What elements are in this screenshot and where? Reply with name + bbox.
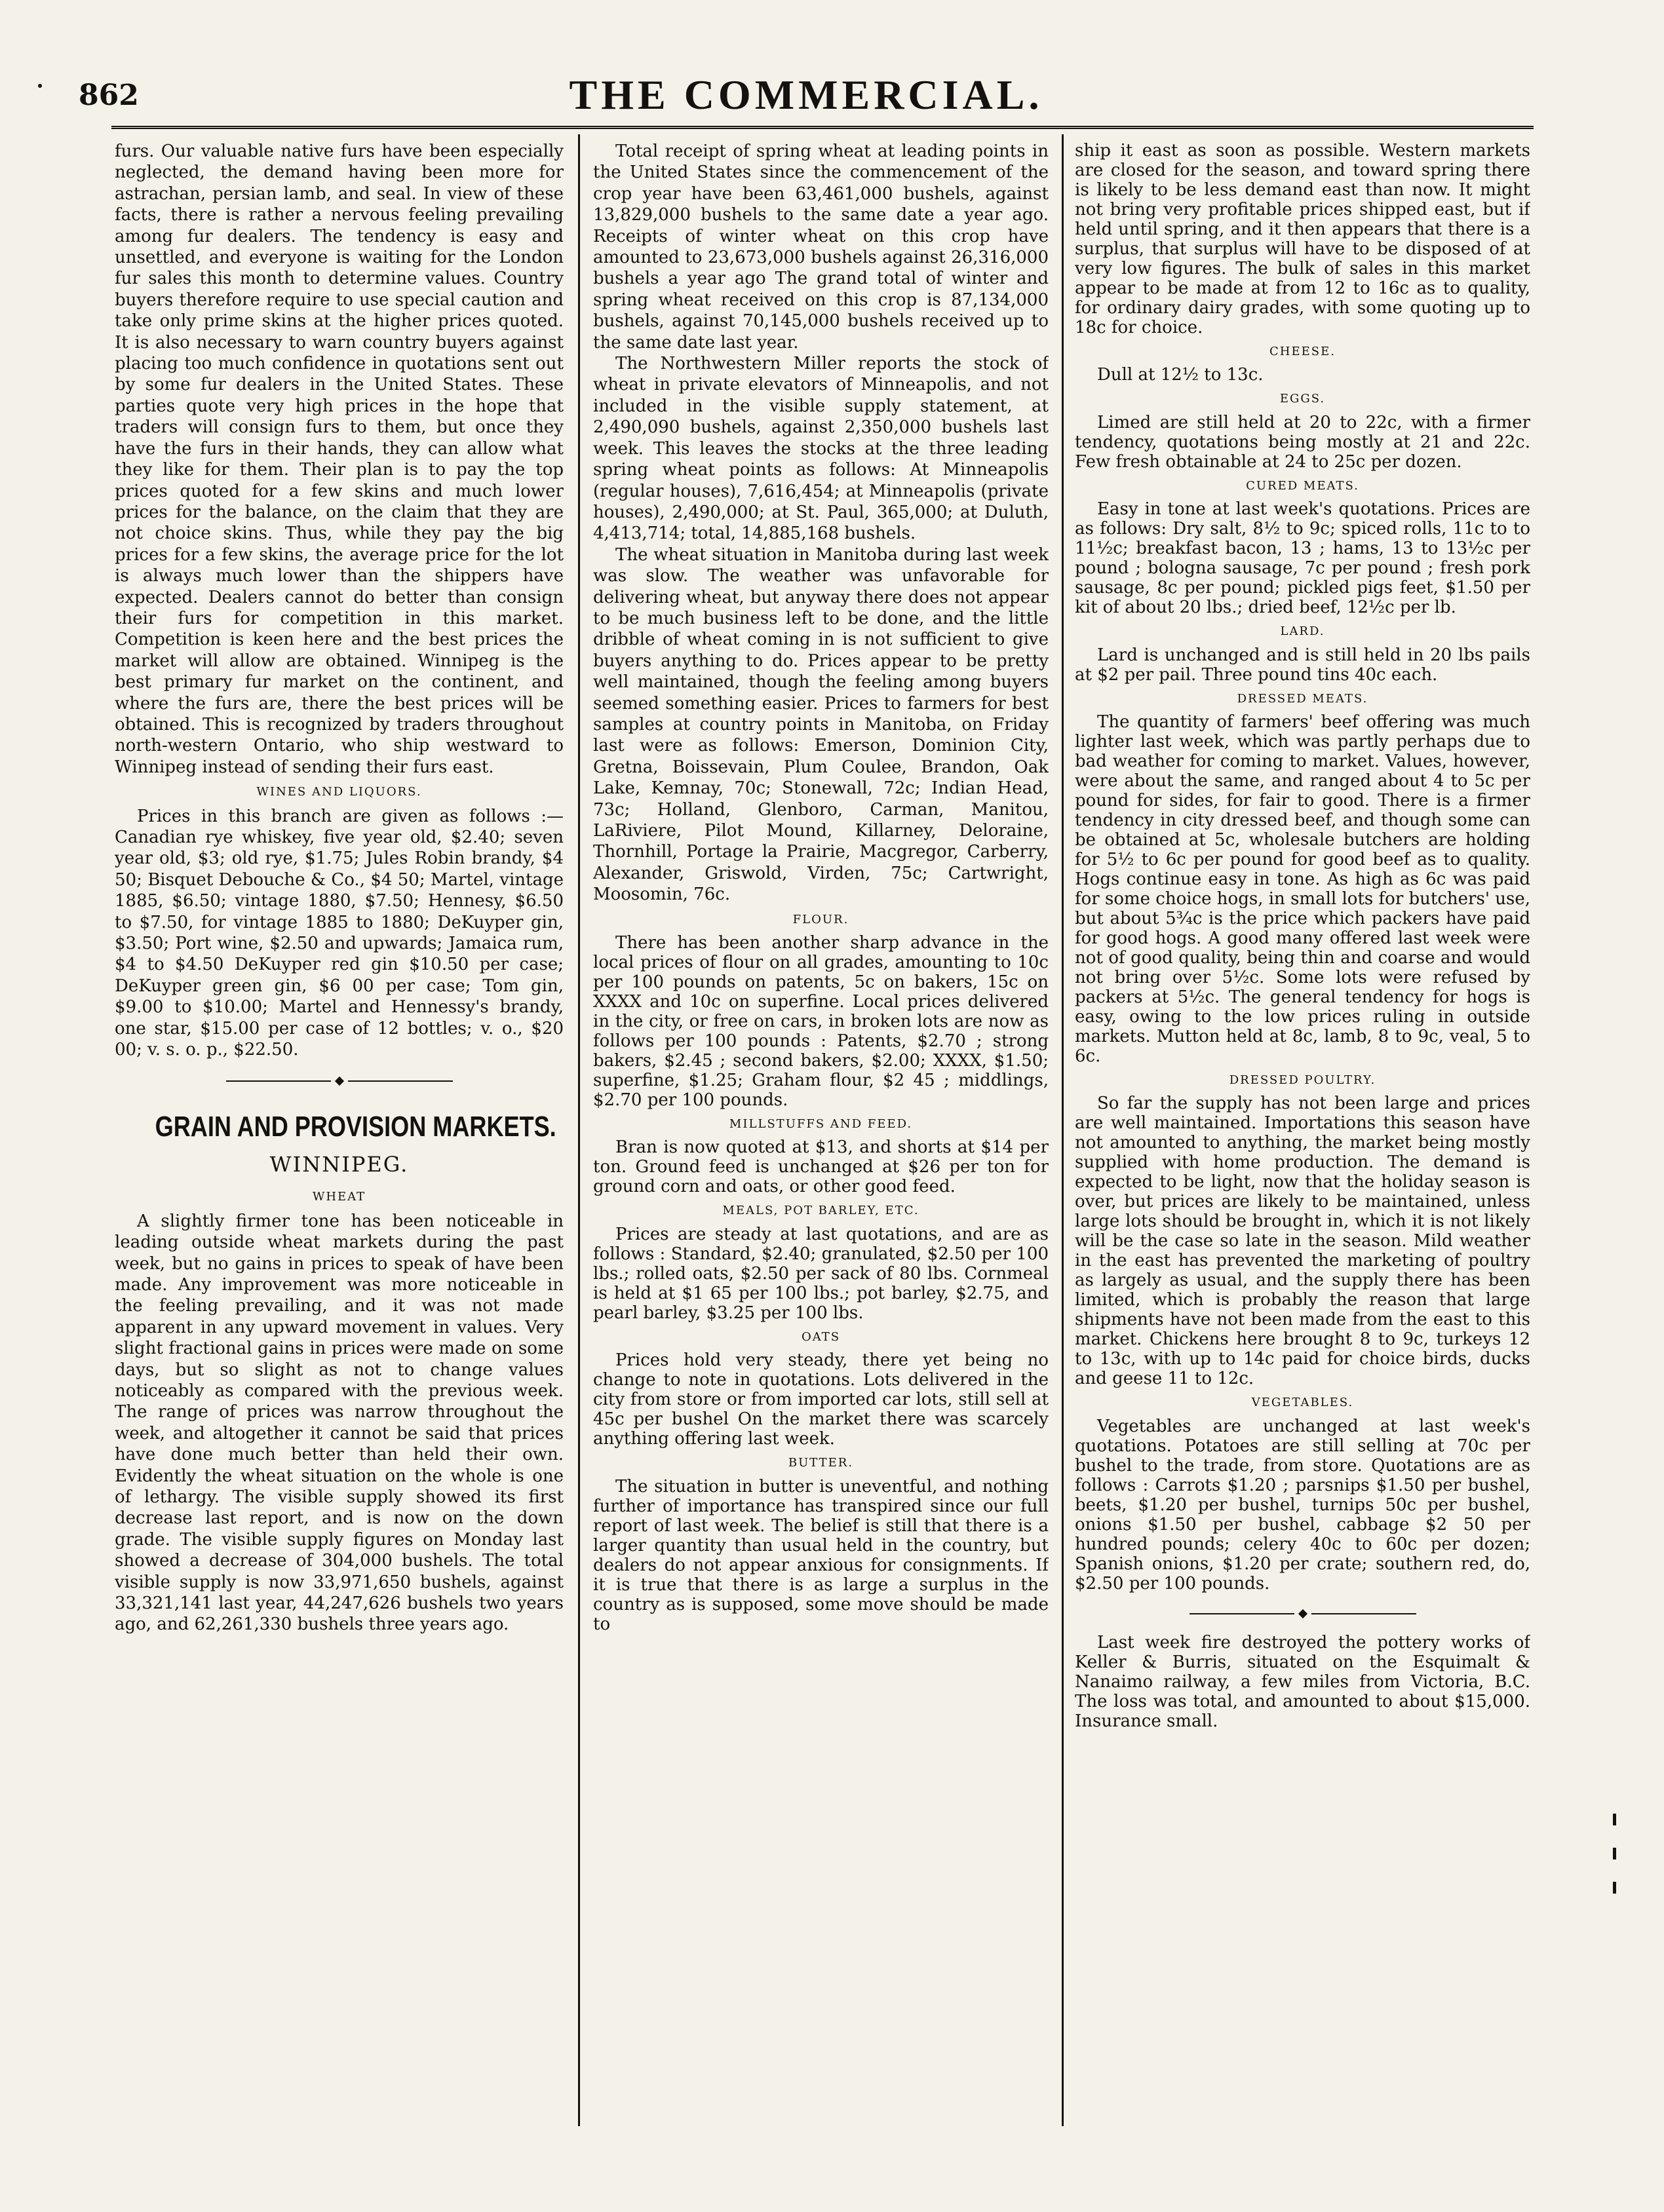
meals-paragraph: Prices are steady at last quotations, and are as follows : Standard, $2.40; granulated, $2.50 per 100 lbs.; rolled oats, $2.50 per sack of 80 lbs. Cornmeal is held at $1 65 per 100 lbs.; pot barley, $2.75, and pearl barley, $3.25 per 100 lbs. — [593, 1224, 1049, 1323]
margin-dot — [38, 84, 42, 88]
vegetables-paragraph: Vegetables are unchanged at last week's quotations. Potatoes are still selling at 70c per bushel to the trade, from store. Quotations are as follows : Carrots $1.20 ; parsnips $1.50 per bushel, beets, $1.20 per bushel, turnips 50c per bushel, onions $1.50 per bushel, cabbage $2 50 per hundred pounds; celery 40c to 60c per dozen; Spanish onions, $1.20 per crate; southern red, do, $2.50 per 100 pounds. — [1075, 1416, 1530, 1593]
section-divider — [115, 1069, 564, 1090]
margin-marks — [1609, 1808, 1622, 2005]
masthead-title: THE COMMERCIAL. — [569, 71, 1043, 118]
wheat-paragraph: A slightly firmer tone has been noticeable in leading outside wheat markets during the past week, but no gains in prices to speak of have been made. Any improvement was more noticeable in the feeling prevailing, and it was not made apparent in any upward movement in values. Very slight fractional gains in prices were made on some days, but so slight as not to change values noticeably as compared with the previous week. The range of prices was narrow throughout the week, and altogether it cannot be said that prices have done much better than held their own. Evidently the wheat situation on the whole is one of lethargy. The visible supply showed its first decrease last report, and is now on the down grade. The visible supply figures on Monday last showed a decrease of 304,000 bushels. The total visible supply is now 33,971,650 bushels, against 33,321,141 last year, 44,247,626 bushels two years ago, and 62,261,330 bushels three years ago. — [115, 1211, 564, 1635]
wines-heading: WINES AND LIQUORS. — [256, 785, 422, 799]
receipts-paragraph: Total receipt of spring wheat at leading points in the United States since the commencement of the crop year have been 63,461,000 bushels, against 13,829,000 bushels to the same date a year ago. Receipts of winter wheat on this crop have amounted to 23,673,000 bushels against 26,316,000 bushels a year ago The grand total of winter and spring wheat received on this crop is 87,134,000 bushels, against 70,145,000 bushels received up to the same date last year. — [593, 142, 1049, 353]
flour-paragraph: There has been another sharp advance in the local prices of flour on all grades, amounting to 10c per 100 pounds on patents, 5c on bakers, 15c on XXXX and 10c on superfine. Local prices delivered in the city, or free on cars, in broken lots are now as follows per 100 pounds : Patents, $2.70 ; strong bakers, $2.45 ; second bakers, $2.00; XXXX, $1.50; superfine, $1.25; Graham flour, $2 45 ; middlings, $2.70 per 100 pounds. — [593, 933, 1049, 1111]
butter-continued-paragraph: ship it east as soon as possible. Western markets are closed for the season, and toward spring there is likely to be less demand east than now. It might not bring very profitable prices shipped east, but if held until spring, and it then appears that there is a surplus, that surplus will have to be disposed of at very low figures. The bulk of sales in this market appear to be made at from 12 to 16c as to quality, for ordinary dairy grades, with some quoting up to 18c for choice. — [1075, 141, 1530, 337]
column-2 — [593, 141, 1049, 2120]
page-header — [79, 66, 1534, 118]
cheese-paragraph: Dull at 12½ to 13c. — [1097, 365, 1264, 385]
header-rule — [111, 126, 1534, 129]
dressed-meats-paragraph: The quantity of farmers' beef offering was much lighter last week, which was partly perhaps due to bad weather for coming to market. Values, however, were about the same, and ranged about 4 to 5c per pound for sides, for fair to good. There is a firmer tendency in city dressed beef, and though some can be obtained at 5c, wholesale butchers are holding for 5½ to 6c per pound for good beef as to quality. Hogs continue easy in tone. As high as 6c was paid for some choice hogs, in small lots for butchers' use, but about 5¾c is the price which packers have paid for good hogs. A good many offered last week were not of good quality, being thin and coarse and would not bring over 5½c. Some lots were refused by packers at 5½c. The general tendency for hogs is easy, owing to the low prices ruling in outside markets. Mutton held at 8c, lamb, 8 to 9c, veal, 5 to 6c. — [1075, 712, 1530, 1067]
wines-paragraph: Prices in this branch are given as follows :— Canadian rye whiskey, five year old, $2.40; seven year old, $3; old rye, $1.75; Jules Robin brandy, $4 50; Bisquet Debouche & Co., $4 50; Martel, vintage 1885, $6.50; vintage 1880, $7.50; Hennesy, $6.50 to $7.50, for vintage 1885 to 1880; DeKuyper gin, $3.50; Port wine, $2.50 and upwards; Jamaica rum, $4 to $4.50 DeKuyper red gin $10.50 per case; DeKuyper green gin, $6 00 per case; Tom gin, $9.00 to $10.00; Martel and Hennessy's brandy, one star, $15.00 per case of 12 bottles; v. o., $20 00; v. s. o. p., $22.50. — [115, 806, 564, 1060]
butter-paragraph: The situation in butter is uneventful, and nothing further of importance has transpired since our full report of last week. The belief is still that there is a larger quantity than usual held in the country, but dealers do not appear anxious for consignments. If it is true that there is as large a surplus in the country as is supposed, some move should be made to — [593, 1476, 1049, 1634]
vegetables-heading: VEGETABLES. — [1251, 1396, 1354, 1410]
cheese-heading: CHEESE. — [1269, 345, 1336, 358]
column-rule — [1062, 134, 1064, 2126]
column-1 — [115, 141, 564, 2120]
wheat-heading: WHEAT — [312, 1190, 366, 1204]
millstuffs-heading: MILLSTUFFS AND FEED. — [729, 1117, 913, 1132]
cured-meats-paragraph: Easy in tone at last week's quotations. Prices are as follows: Dry salt, 8½ to 9c; spiced rolls, 11c to to 11½c; breakfast bacon, 13 ; hams, 13 to 13½c per pound ; bologna sausage, 7c per pound ; fresh pork sausage, 8c per pound; pickled pigs feet, $1.50 per kit of about 20 lbs.; dried beef, 12½c per lb. — [1075, 499, 1530, 618]
flour-heading: FLOUR. — [792, 912, 849, 926]
section-title: GRAIN AND PROVISION MARKETS. — [155, 1110, 556, 1143]
section-divider — [1075, 1603, 1530, 1624]
city-heading: WINNIPEG. — [269, 1151, 409, 1177]
miller-paragraph: The Northwestern Miller reports the stock of wheat in private elevators of Minneapolis, and not included in the visible supply statement, at 2,490,090 bushels, against 2,350,000 bushels last week. This leaves the stocks at the three leading spring wheat points as follows: At Minneapolis (regular houses), 7,616,454; at Minneapolis (private houses), 2,490,000; at St. Paul, 365,000; at Duluth, 4,413,714; total, 14,885,168 bushels. — [593, 354, 1049, 544]
oats-heading: OATS — [801, 1329, 841, 1344]
meals-heading: MEALS, POT BARLEY, ETC. — [722, 1204, 919, 1218]
dressed-poultry-heading: DRESSED POULTRY. — [1229, 1073, 1376, 1088]
column-3 — [1075, 141, 1530, 2120]
manitoba-paragraph: The wheat situation in Manitoba during last week was slow. The weather was unfavorable for delivering wheat, but anyway there does not appear to be much business left to be done, and the little dribble of wheat coming in is not sufficient to give buyers anything to do. Prices appear to be pretty well maintained, though the feeling among buyers seemed something easier. Prices to farmers for best samples at country points in Manitoba, on Friday last were as follows: Emerson, Dominion City, Gretna, Boissevain, Plum Coulee, Brandon, Oak Lake, Kemnay, 70c; Stonewall, 72c; Indian Head, 73c; Holland, Glenboro, Carman, Manitou, LaRiviere, Pilot Mound, Killarney, Deloraine, Thornhill, Portage la Prairie, Macgregor, Carberry, Alexander, Griswold, Virden, 75c; Cartwright, Moosomin, 76c. — [593, 544, 1049, 905]
lard-paragraph: Lard is unchanged and is still held in 20 lbs pails at $2 per pail. Three pound tins 40c each. — [1075, 645, 1530, 685]
eggs-heading: EGGS. — [1279, 392, 1326, 406]
cured-meats-heading: CURED MEATS. — [1246, 478, 1359, 493]
oats-paragraph: Prices hold very steady, there yet being no change to note in quotations. Lots delivered in the city from store or from imported car lots, still sell at 45c per bushel On the market there was scarcely anything offering last week. — [593, 1350, 1049, 1449]
lard-heading: LARD. — [1280, 624, 1325, 639]
fire-paragraph: Last week fire destroyed the pottery works of Keller & Burris, situated on the Esquimalt & Nanaimo railway, a few miles from Victoria, B.C. The loss was total, and amounted to about $15,000. Insurance small. — [1075, 1633, 1530, 1732]
butter-heading: BUTTER. — [788, 1456, 854, 1470]
dressed-poultry-paragraph: So far the supply has not been large and prices are well maintained. Importations this season have not amounted to anything, the market being mostly supplied with home production. The demand is expected to be light, now that the holiday season is over, but prices are likely to be maintained, unless large lots should be brought in, which it is not likely will be the case so late in the season. Mild weather in the east has prevented the marketing of poultry as largely as usual, and the supply there has been limited, which is probably the reason that large shipments have not been made from the east to this market. Chickens here brought 8 to 9c, turkeys 12 to 13c, with up to 14c paid for choice birds, ducks and geese 11 to 12c. — [1075, 1094, 1530, 1389]
column-rule — [578, 134, 580, 2126]
eggs-paragraph: Limed are still held at 20 to 22c, with a firmer tendency, quotations being mostly at 21 and 22c. Few fresh obtainable at 24 to 25c per dozen. — [1075, 412, 1530, 472]
millstuffs-paragraph: Bran is now quoted at $13, and shorts at $14 per ton. Ground feed is unchanged at $26 per ton for ground corn and oats, or other good feed. — [593, 1137, 1049, 1197]
dressed-meats-heading: DRESSED MEATS. — [1237, 691, 1368, 706]
furs-paragraph: furs. Our valuable native furs have been especially neglected, the demand having been more for astrachan, persian lamb, and seal. In view of these facts, there is rather a nervous feeling prevailing among fur dealers. The tendency is easy and unsettled, and everyone is waiting for the London fur sales this month to determine values. Country buyers therefore require to use special caution and take only prime skins at the higher prices quoted. It is also necessary to warn country buyers against placing too much confidence in quotations sent out by some fur dealers in the United States. These parties quote very high prices in the hope that traders will consign furs to them, but once they have the furs in their hands, they can allow what they like for them. Their plan is to pay the top prices quoted for a few skins and much lower prices for the balance, on the claim that they are not choice skins. Thus, while they pay the big prices for a few skins, the average price for the lot is always much lower than the shippers have expected. Dealers cannot do better than consign their furs for competition in this market. Competition is keen here and the best prices the market will allow are obtained. Winnipeg is the best primary fur market on the continent, and where the furs are, there the best prices will be obtained. This is recognized by traders throughout north-western Ontario, who ship westward to Winnipeg instead of sending their furs east. — [115, 142, 564, 777]
page-number: 862 — [79, 79, 139, 112]
